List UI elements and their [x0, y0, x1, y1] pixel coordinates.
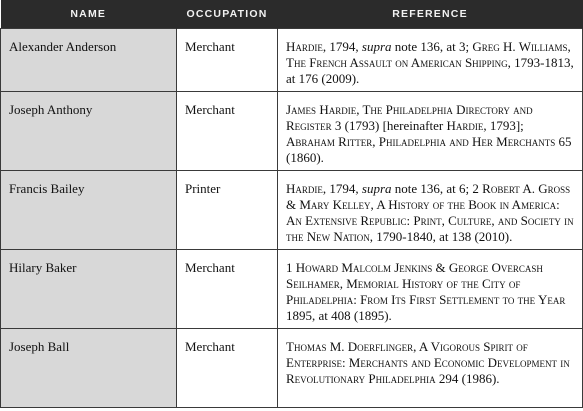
citation-text: 1 [286, 260, 293, 275]
citation-text: at 408 (1895). [318, 308, 392, 323]
table-row [1, 29, 583, 92]
table-row [1, 92, 583, 171]
table-row [1, 171, 583, 250]
citation-title: Thomas M. Doerflinger, A Vigorous Spirit of Enterprise: Merchants and Economic Development in Revolutionary Philadelphia [286, 339, 570, 386]
citation-text: note 136, at 6; 2 [394, 181, 479, 196]
citation-text: ]; [515, 118, 524, 133]
name-cell: Joseph Ball [1, 329, 177, 408]
citation-text: 65 (1860). [286, 134, 572, 165]
citation-signal: supra [361, 181, 392, 196]
name-cell: Hilary Baker [1, 250, 177, 329]
table-row [1, 329, 583, 408]
citation-author: Hardie, 1794, [286, 39, 359, 54]
name-cell: Joseph Anthony [1, 92, 177, 171]
table-row [1, 250, 583, 329]
occupation-cell: Printer [177, 171, 278, 250]
citation-short-form: Hardie, 1793 [446, 118, 516, 133]
table-header [1, 0, 583, 29]
citation-text: note 136, at 3; [394, 39, 470, 54]
name-cell: Francis Bailey [1, 171, 177, 250]
citation-text: at 138 (2010). [439, 229, 513, 244]
citation-title: Robert A. Gross & Mary Kelley, A History of the Book in America: An Extensive Republic: Print, Culture, and Society in the New Nation, 1790-1840, [286, 181, 574, 244]
occupation-cell: Merchant [177, 250, 278, 329]
citation-title: Howard Malcolm Jenkins & George Overcash Seilhamer, Memorial History of the City of Philadelphia: From Its First Settlement to the Year 1895, [286, 260, 566, 323]
reference-cell [278, 250, 583, 329]
citation-text: at 176 (2009). [286, 71, 360, 86]
reference-cell [278, 171, 583, 250]
reference-cell [278, 92, 583, 171]
column-header-occupation: OCCUPATION [177, 0, 278, 29]
citation-title: Greg H. Williams, The French Assault on American Shipping, 1793-1813, [286, 39, 574, 70]
citation-text: 294 (1986). [438, 371, 500, 386]
column-header-name: NAME [1, 0, 177, 29]
column-header-reference: REFERENCE [278, 0, 583, 29]
occupation-cell: Merchant [177, 92, 278, 171]
citation-text: 3 (1793) [hereinafter [334, 118, 444, 133]
occupation-cell: Merchant [177, 29, 278, 92]
reference-cell [278, 329, 583, 408]
citation-title: James Hardie, The Philadelphia Directory and Register [286, 102, 533, 133]
occupation-cell: Merchant [177, 329, 278, 408]
header-row [1, 0, 583, 29]
table-body [1, 29, 583, 408]
name-cell: Alexander Anderson [1, 29, 177, 92]
citation-title: Abraham Ritter, Philadelphia and Her Merchants [286, 134, 556, 149]
reference-cell [278, 29, 583, 92]
citation-signal: supra [361, 39, 392, 54]
citation-author: Hardie, 1794, [286, 181, 359, 196]
